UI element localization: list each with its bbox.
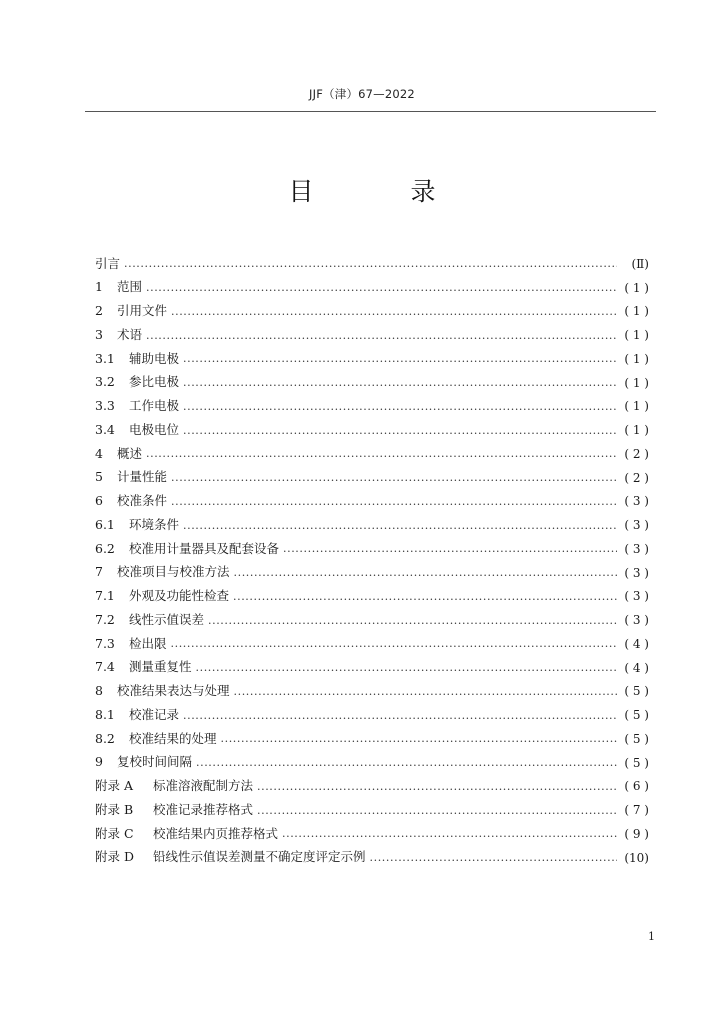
toc-entry-number: 7.2 xyxy=(95,611,115,627)
toc-entry-number: 5 xyxy=(95,469,103,485)
toc-dot-leader xyxy=(183,377,617,388)
toc-entry-label: 校准记录 xyxy=(129,706,180,722)
toc-dot-leader xyxy=(171,638,617,649)
toc-entry[interactable] xyxy=(95,276,649,300)
toc-entry[interactable] xyxy=(95,347,649,371)
toc-entry-label: 工作电极 xyxy=(129,398,180,414)
toc-entry[interactable] xyxy=(95,537,649,561)
toc-entry-label: 术语 xyxy=(117,326,143,342)
toc-entry-page: ( 1 ) xyxy=(624,423,649,438)
toc-entry-page: ( 3 ) xyxy=(624,518,649,533)
page-number: 1 xyxy=(648,930,655,943)
toc-entry-page: ( 1 ) xyxy=(624,280,649,295)
toc-entry-page: ( 3 ) xyxy=(624,589,649,604)
toc-entry[interactable] xyxy=(95,775,649,799)
toc-entry-label: 校准结果的处理 xyxy=(129,730,217,746)
toc-entry[interactable] xyxy=(95,561,649,585)
toc-entry-page: ( 5 ) xyxy=(624,731,649,746)
toc-entry-page: ( 2 ) xyxy=(624,446,649,461)
toc-entry-page: ( 5 ) xyxy=(624,684,649,699)
toc-entry[interactable] xyxy=(95,466,649,490)
toc-entry-number: 8 xyxy=(95,683,103,699)
page-title: 目 录 xyxy=(288,177,472,206)
toc-entry-number: 7.1 xyxy=(95,588,115,604)
toc-entry-number: 附录 A xyxy=(95,778,134,794)
toc-entry-number: 6.2 xyxy=(95,540,115,556)
toc-entry-page: ( 3 ) xyxy=(624,565,649,580)
toc-entry-label: 校准项目与校准方法 xyxy=(117,564,230,580)
toc-entry[interactable] xyxy=(95,703,649,727)
toc-dot-leader xyxy=(196,757,617,768)
toc-entry-label: 校准结果表达与处理 xyxy=(117,683,230,699)
toc-entry-page: ( 1 ) xyxy=(624,399,649,414)
toc-dot-leader xyxy=(257,805,617,816)
toc-entry-page: ( 3 ) xyxy=(624,613,649,628)
toc-dot-leader xyxy=(196,662,617,673)
toc-entry-number: 7 xyxy=(95,564,103,580)
toc-entry-number: 7.3 xyxy=(95,635,115,651)
toc-entry[interactable] xyxy=(95,727,649,751)
toc-dot-leader xyxy=(221,733,617,744)
toc-entry[interactable] xyxy=(95,798,649,822)
toc-dot-leader xyxy=(146,330,617,341)
toc-entry-label: 复校时间间隔 xyxy=(117,754,193,770)
toc-entry-label: 校准结果内页推荐格式 xyxy=(153,825,279,841)
toc-entry-page: ( 1 ) xyxy=(624,351,649,366)
toc-entry-number: 1 xyxy=(95,279,103,295)
toc-entry[interactable] xyxy=(95,751,649,775)
toc-dot-leader xyxy=(282,828,617,839)
toc-entry[interactable] xyxy=(95,608,649,632)
toc-entry-number: 8.2 xyxy=(95,730,115,746)
toc-dot-leader xyxy=(171,306,617,317)
toc-entry-number: 附录 C xyxy=(95,825,134,841)
toc-entry-number: 4 xyxy=(95,445,103,461)
toc-entry-number: 3 xyxy=(95,326,103,342)
toc-dot-leader xyxy=(208,615,617,626)
toc-entry-page: (10) xyxy=(624,850,649,865)
toc-dot-leader xyxy=(183,425,617,436)
toc-entry-page: ( 5 ) xyxy=(624,755,649,770)
toc-entry-number: 附录 D xyxy=(95,849,134,865)
toc-dot-leader xyxy=(171,472,617,483)
toc-entry[interactable] xyxy=(95,513,649,537)
toc-entry[interactable] xyxy=(95,846,649,870)
toc-entry[interactable] xyxy=(95,418,649,442)
toc-dot-leader xyxy=(233,591,617,602)
toc-entry-label: 环境条件 xyxy=(129,516,180,532)
toc-dot-leader xyxy=(146,448,617,459)
toc-entry-number: 3.3 xyxy=(95,398,115,414)
toc-entry[interactable] xyxy=(95,680,649,704)
toc-entry[interactable] xyxy=(95,300,649,324)
toc-entry-label: 校准用计量器具及配套设备 xyxy=(129,540,280,556)
toc-entry-number: 3.4 xyxy=(95,421,115,437)
table-of-contents xyxy=(95,252,649,870)
toc-entry-page: (Ⅱ) xyxy=(631,256,649,271)
toc-dot-leader xyxy=(171,496,617,507)
toc-entry-page: ( 1 ) xyxy=(624,304,649,319)
toc-entry-number: 2 xyxy=(95,303,103,319)
toc-entry-label: 铅线性示值误差测量不确定度评定示例 xyxy=(153,849,366,865)
toc-entry-page: ( 6 ) xyxy=(624,779,649,794)
toc-dot-leader xyxy=(183,520,617,531)
toc-entry-number: 9 xyxy=(95,754,103,770)
toc-entry-label: 校准记录推荐格式 xyxy=(153,801,254,817)
toc-entry[interactable] xyxy=(95,585,649,609)
toc-entry-number: 附录 B xyxy=(95,801,134,817)
toc-entry-label: 范围 xyxy=(117,279,143,295)
toc-dot-leader xyxy=(234,686,617,697)
toc-entry-page: ( 3 ) xyxy=(624,494,649,509)
toc-entry-page: ( 2 ) xyxy=(624,470,649,485)
toc-entry-page: ( 7 ) xyxy=(624,803,649,818)
toc-dot-leader xyxy=(234,567,617,578)
toc-entry-number: 3.1 xyxy=(95,350,115,366)
toc-entry-label: 测量重复性 xyxy=(129,659,192,675)
toc-dot-leader xyxy=(283,543,617,554)
toc-entry[interactable] xyxy=(95,632,649,656)
toc-dot-leader xyxy=(146,282,617,293)
toc-entry-label: 检出限 xyxy=(129,635,167,651)
toc-entry-label: 计量性能 xyxy=(117,469,168,485)
toc-entry-label: 概述 xyxy=(117,445,143,461)
toc-entry[interactable] xyxy=(95,252,649,276)
toc-dot-leader xyxy=(183,353,617,364)
toc-entry-page: ( 4 ) xyxy=(624,636,649,651)
toc-entry-label: 引用文件 xyxy=(117,303,168,319)
toc-entry-label: 标准溶液配制方法 xyxy=(153,778,254,794)
toc-entry-number: 6 xyxy=(95,493,103,509)
toc-entry-number: 3.2 xyxy=(95,374,115,390)
toc-entry-page: ( 1 ) xyxy=(624,328,649,343)
header-divider xyxy=(85,111,656,112)
toc-dot-leader xyxy=(183,710,617,721)
toc-entry-label: 辅助电极 xyxy=(129,350,180,366)
toc-dot-leader xyxy=(257,781,617,792)
toc-entry-label: 校准条件 xyxy=(117,493,168,509)
toc-entry-number: 6.1 xyxy=(95,516,115,532)
toc-entry-label: 线性示值误差 xyxy=(129,611,205,627)
toc-entry[interactable] xyxy=(95,490,649,514)
toc-dot-leader xyxy=(183,401,617,412)
toc-entry-label: 外观及功能性检查 xyxy=(129,588,230,604)
toc-entry-page: ( 1 ) xyxy=(624,375,649,390)
toc-entry[interactable] xyxy=(95,822,649,846)
toc-entry-number: 8.1 xyxy=(95,706,115,722)
toc-entry-page: ( 9 ) xyxy=(624,826,649,841)
toc-dot-leader xyxy=(370,852,617,863)
toc-entry-page: ( 5 ) xyxy=(624,708,649,723)
toc-entry-number: 7.4 xyxy=(95,659,115,675)
toc-entry-label: 电极电位 xyxy=(129,421,180,437)
toc-entry[interactable] xyxy=(95,395,649,419)
toc-entry[interactable] xyxy=(95,656,649,680)
toc-entry-label: 参比电极 xyxy=(129,374,180,390)
toc-entry-page: ( 4 ) xyxy=(624,660,649,675)
toc-entry-label: 引言 xyxy=(95,255,121,271)
toc-entry[interactable] xyxy=(95,371,649,395)
toc-entry[interactable] xyxy=(95,442,649,466)
toc-entry[interactable] xyxy=(95,323,649,347)
standard-code-header: JJF（津）67—2022 xyxy=(309,87,415,101)
toc-dot-leader xyxy=(124,258,617,269)
toc-entry-page: ( 3 ) xyxy=(624,541,649,556)
